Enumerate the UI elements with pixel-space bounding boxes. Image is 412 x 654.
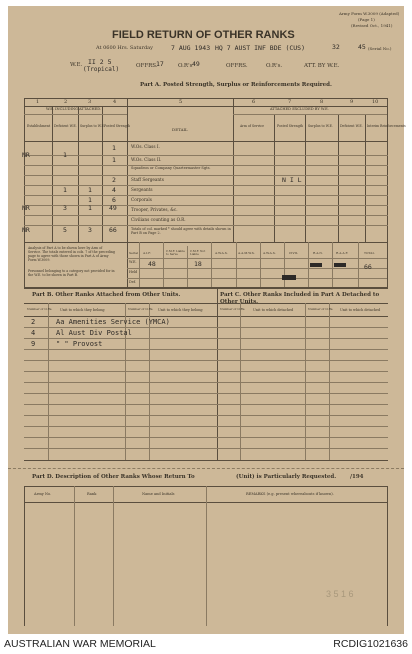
sum-total: 66 xyxy=(364,263,372,271)
or-value: 49 xyxy=(192,60,200,68)
form-title: FIELD RETURN OF OTHER RANKS xyxy=(112,29,295,41)
form-page: (Page 1) xyxy=(358,17,375,22)
form-revised: (Revised Oct., 1941) xyxy=(351,23,393,28)
we-col-def: Deficient W.E. xyxy=(54,124,77,128)
sum-col-cmf-liable: C.M.F. Liable to Serve xyxy=(166,249,185,257)
sum-col-total: TOTAL xyxy=(364,251,375,255)
archive-footer xyxy=(0,636,412,654)
we-tropical: (Tropical) xyxy=(83,66,120,73)
part-b-unit-1: Aa Amenities Service (YMCA) xyxy=(56,318,170,326)
sum-col-cmf-not: C.M.F. Not Liable xyxy=(190,249,206,257)
sum-col-awas: A.W.A.S. xyxy=(215,251,228,255)
detail-cpl: Corporals xyxy=(131,197,152,202)
part-b-num-1: 2 xyxy=(31,318,36,326)
we-col-est: Establishment xyxy=(27,124,51,128)
hw-r7-c3: 1 xyxy=(88,204,92,212)
col-num-6: 6 xyxy=(252,99,256,105)
perforation-line xyxy=(8,468,404,469)
sum-row-def: Def. xyxy=(129,280,136,284)
detail-header: DETAIL xyxy=(172,127,188,132)
sum-col-aif: A.I.F. xyxy=(143,251,151,255)
or-label: O.R's xyxy=(178,63,193,69)
offrs-value: 17 xyxy=(156,60,164,68)
detail-wo1: W.Os. Class I. xyxy=(131,144,160,149)
hw-r5-c2: 1 xyxy=(63,186,67,194)
hw-r1-c2: 1 xyxy=(63,151,67,159)
hw-r7-c4: 49 xyxy=(109,204,117,212)
faded-stamp: 3 5 1 6 xyxy=(326,589,354,599)
hw-r2-c4: 1 xyxy=(112,156,116,164)
part-b-col-num: Number of O.Rs. xyxy=(27,307,53,311)
part-b-unit-2: Al Aust Div Postal xyxy=(56,329,132,337)
sum-aif: 48 xyxy=(148,260,156,268)
sum-col-civil: CIVIL xyxy=(289,251,298,255)
col-num-8: 8 xyxy=(320,99,324,105)
detail-cqms: Squadron or Company Quartermaster Sgts. xyxy=(131,166,211,170)
sum-col-ran: R.A.N. xyxy=(313,251,323,255)
part-d-col-remarks: REMARKS (e.g. present whereabouts if known). xyxy=(246,492,334,496)
part-b-num-2: 4 xyxy=(31,329,36,337)
part-b-col-unit2: Unit to which they belong xyxy=(158,308,203,312)
sum-row-held: Held xyxy=(129,270,138,274)
part-a-title: Part A. Posted Strength, Surplus or Reinforcements Required. xyxy=(140,82,332,88)
part-d-title: Part D. Description of Other Ranks Whose Return To xyxy=(32,474,195,480)
col-num-3: 3 xyxy=(88,99,92,105)
hw-r7-c2: 3 xyxy=(63,204,67,212)
sum-col-awas2: A.W.A.S. xyxy=(263,251,276,255)
hw-r5-c3: 1 xyxy=(88,186,92,194)
personnel-note: Personnel belonging to a category not provided for in the W.E. to be shown in Part B. xyxy=(28,269,115,277)
hw-r6-c3: 1 xyxy=(88,196,92,204)
part-b-num-3: 9 xyxy=(31,340,36,348)
sum-row-we: W.E. xyxy=(129,260,137,264)
hw-r9-c1: NR xyxy=(22,226,30,234)
att-col-def: Deficient W.E. xyxy=(340,124,363,128)
col-num-5: 5 xyxy=(179,99,183,105)
unit-name: HQ 7 AUST INF BDE (CUS) xyxy=(215,44,306,52)
sum-col-aamws: A.A.M.W.S. xyxy=(238,251,255,255)
we-col-posted: Posted Strength xyxy=(104,124,131,128)
part-d-col-army-no: Army No. xyxy=(34,492,52,496)
hw-r1-c4: 1 xyxy=(112,144,116,152)
col-num-10: 10 xyxy=(372,99,379,105)
part-c-title: Part C. Other Ranks Included in Part A Detached to xyxy=(220,292,380,298)
ors2-label: O.R's. xyxy=(266,63,283,69)
part-b-col-unit: Unit to which they belong xyxy=(60,308,105,312)
hw-r7-c1: NR xyxy=(22,204,30,212)
att-col-sur: Surplus to W.E. xyxy=(308,124,333,128)
footer-source: AUSTRALIAN WAR MEMORIAL xyxy=(4,638,156,650)
part-c-col-unit2: Unit to which detached xyxy=(340,308,381,312)
col-num-1: 1 xyxy=(36,99,40,105)
we-value: II 2 5 xyxy=(88,58,112,66)
part-d-year: /194 xyxy=(350,474,364,480)
sum-col-serial: Serial xyxy=(129,251,138,255)
part-c-col-unit: Unit to which detached xyxy=(253,308,294,312)
serial-hw: 32 xyxy=(332,43,340,51)
att-col-posted: Posted Strength xyxy=(277,124,304,128)
att-col-arm: Arm of Service xyxy=(240,124,265,128)
serial-label: (Serial No.) xyxy=(368,46,392,51)
detail-sgt: Sergeants xyxy=(131,187,153,192)
col-num-9: 9 xyxy=(350,99,354,105)
hw-r9-c2: 5 xyxy=(63,226,67,234)
col-num-7: 7 xyxy=(288,99,292,105)
return-date: 7 AUG 1943 xyxy=(171,44,211,52)
hw-r9-c3: 3 xyxy=(88,226,92,234)
form-number: Army Form W.3009 (Adapted) xyxy=(339,11,400,16)
we-col-sur: Surplus to W.E. xyxy=(80,124,105,128)
detail-pte: Trooper, Privates, &c. xyxy=(131,207,178,212)
part-d-col-rank: Rank xyxy=(87,492,97,496)
hw-r4-c4: 2 xyxy=(112,176,116,184)
sum-cmf: 18 xyxy=(194,260,202,268)
analysis-note: Analysis of Part A to be shown here by Arm of Service. The totals entered in cols. 7 of the preceding page to agree with those shown in Part A of Army Form W.3009. xyxy=(28,246,115,262)
hw-r9-c4: 66 xyxy=(109,226,117,234)
attached-header: ATTACHED EXCLUDED BY W.E. xyxy=(270,107,329,111)
redaction-box xyxy=(282,275,296,280)
part-c-col-num: Number of O.Rs. xyxy=(220,307,246,311)
hw-r6-c4: 6 xyxy=(112,196,116,204)
detail-civ: Civilians counting as O.R. xyxy=(131,217,186,222)
redaction-box xyxy=(334,263,346,267)
att-label: ATT. BY W.E. xyxy=(304,63,340,69)
hw-nil: N I L xyxy=(282,176,302,184)
at-line: At 0600 Hrs. Saturday xyxy=(96,45,153,51)
sum-col-raaf: R.A.A.F. xyxy=(336,251,349,255)
part-c-col-num2: Number of O.Rs. xyxy=(308,307,334,311)
hw-r1-c1: NR xyxy=(22,151,30,159)
footer-id: RCDIG1021636 xyxy=(333,638,408,650)
part-b-title: Part B. Other Ranks Attached from Other Units. xyxy=(32,292,181,298)
we-header: W.E. INCLUDING ATTACHED. xyxy=(46,107,102,111)
part-b-unit-3: " " Provost xyxy=(56,340,103,348)
detail-wo2: W.Os. Class II. xyxy=(131,157,162,162)
offrs-label: OFFRS. xyxy=(136,63,158,69)
redaction-box xyxy=(310,263,322,267)
part-d-title2: (Unit) is Particularly Requested. xyxy=(236,474,337,480)
part-b-col-num2: Number of O.Rs. xyxy=(128,307,154,311)
serial-hw2: 45 xyxy=(358,43,366,51)
form-paper xyxy=(8,6,404,634)
col-num-4: 4 xyxy=(113,99,117,105)
detail-ssgt: Staff Sergeants xyxy=(131,177,164,182)
col-num-2: 2 xyxy=(64,99,68,105)
we-label: W.E. xyxy=(70,62,83,68)
hw-r5-c4: 4 xyxy=(112,186,116,194)
part-d-col-name: Name and Initials xyxy=(142,492,175,496)
att-col-int: Interim Reinforcements xyxy=(367,124,406,128)
offrs2-label: OFFRS. xyxy=(226,63,248,69)
detail-totals: Totals of col. marked * should agree with details shown in Part B on Page 2. xyxy=(131,227,231,236)
